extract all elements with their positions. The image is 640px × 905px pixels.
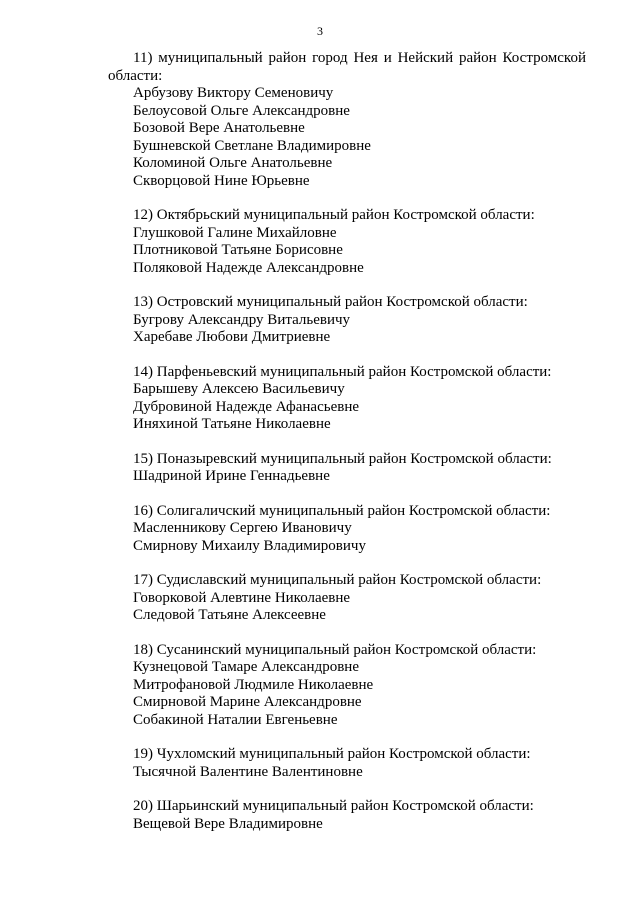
district-section (0, 503, 640, 556)
district-heading: 13) Островский муниципальный район Костромской области: (133, 294, 528, 310)
recipient-name: Белоусовой Ольге Александровне (133, 102, 350, 119)
recipient-name: Бушневской Светлане Владимировне (133, 137, 371, 154)
district-section (0, 798, 640, 833)
recipient-name: Следовой Татьяне Алексеевне (133, 607, 326, 623)
recipient-name: Арбузову Виктору Семеновичу (133, 85, 334, 101)
district-heading-line: 11) муниципальный район город Нея и Нейский район Костромской (133, 50, 586, 66)
recipient-name: Плотниковой Татьяне Борисовне (133, 242, 343, 258)
recipient-name: Дубровиной Надежде Афанасьевне (133, 398, 360, 415)
recipient-name: Иняхиной Татьяне Николаевне (133, 416, 331, 432)
district-section (0, 364, 640, 434)
district-heading: 14) Парфеньевский муниципальный район Костромской области: (133, 363, 552, 380)
district-heading: 12) Октябрьский муниципальный район Костромской области: (133, 207, 535, 223)
recipient-name: Смирновой Марине Александровне (133, 694, 362, 710)
recipient-name: Собакиной Наталии Евгеньевне (133, 711, 338, 728)
recipient-name: Бозовой Вере Анатольевне (133, 120, 305, 136)
district-section (0, 572, 640, 625)
district-section (0, 207, 640, 277)
recipient-name: Бугрову Александру Витальевичу (133, 311, 351, 328)
recipient-name: Скворцовой Нине Юрьевне (133, 172, 310, 189)
district-heading: 17) Судиславский муниципальный район Костромской области: (133, 572, 542, 588)
district-heading: 19) Чухломский муниципальный район Костромской области: (133, 746, 531, 762)
district-section (0, 642, 640, 730)
recipient-name: Кузнецовой Тамаре Александровне (133, 659, 359, 675)
district-heading: 16) Солигаличский муниципальный район Костромской области: (133, 502, 551, 519)
page-number: 3 (317, 24, 323, 38)
recipient-name: Говорковой Алевтине Николаевне (133, 589, 351, 606)
district-section (0, 50, 640, 190)
district-heading: 20) Шарьинский муниципальный район Костромской области: (133, 798, 534, 814)
district-heading (108, 50, 640, 85)
recipient-name: Смирнову Михаилу Владимировичу (133, 537, 366, 554)
recipient-name: Шадриной Ирине Геннадьевне (133, 468, 330, 484)
document-body (0, 50, 640, 850)
recipient-name: Вещевой Вере Владимировне (133, 815, 323, 832)
district-heading-line: области: (108, 67, 163, 84)
recipient-name: Харебаве Любови Дмитриевне (133, 329, 331, 345)
district-heading: 15) Поназыревский муниципальный район Костромской области: (133, 450, 552, 467)
recipient-name: Коломиной Ольге Анатольевне (133, 155, 333, 171)
recipient-name: Тысячной Валентине Валентиновне (133, 763, 363, 780)
recipient-name: Митрофановой Людмиле Николаевне (133, 676, 374, 693)
district-heading: 18) Сусанинский муниципальный район Костромской области: (133, 641, 537, 658)
district-section (0, 451, 640, 486)
district-section (0, 746, 640, 781)
recipient-name: Поляковой Надежде Александровне (133, 259, 364, 276)
recipient-name: Масленникову Сергею Ивановичу (133, 520, 352, 536)
recipient-name: Барышеву Алексею Васильевичу (133, 381, 345, 397)
district-section (0, 294, 640, 347)
recipient-name: Глушковой Галине Михайловне (133, 224, 337, 241)
